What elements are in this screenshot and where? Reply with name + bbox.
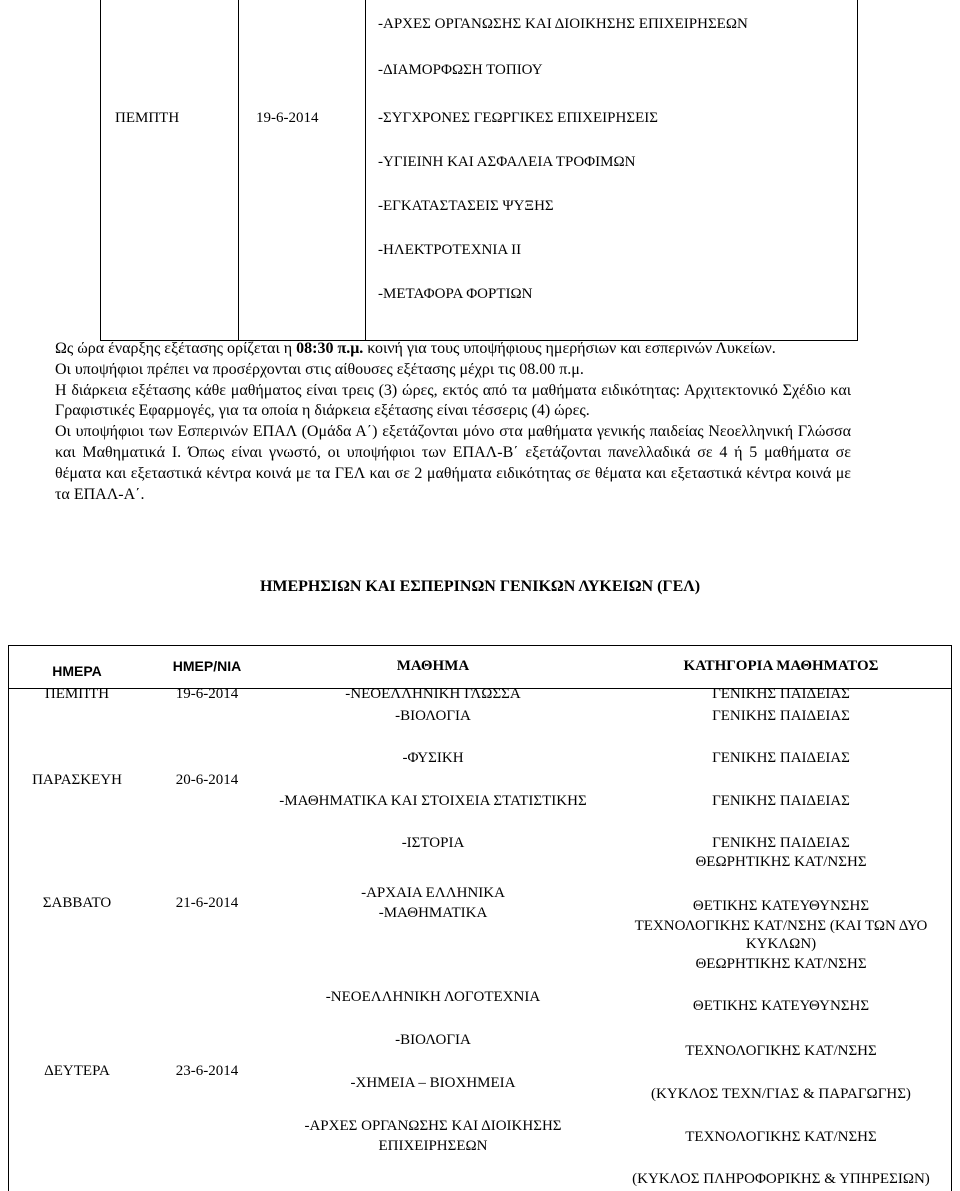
column-divider	[238, 0, 239, 340]
subject-cell: -ΜΕΤΑΦΟΡΑ ΦΟΡΤΙΩΝ	[378, 286, 533, 302]
exam-notes	[55, 339, 851, 505]
note-start-time	[55, 339, 851, 360]
date-cell: 19-6-2014	[256, 110, 319, 126]
category-cell: ΤΕΧΝΟΛΟΓΙΚΗΣ ΚΑΤ/ΝΣΗΣ (ΚΑΙ ΤΩΝ ΔΥΟ	[634, 918, 928, 934]
date-cell: 19-6-2014	[175, 686, 239, 702]
subject-cell: -ΣΥΓΧΡΟΝΕΣ ΓΕΩΡΓΙΚΕΣ ΕΠΙΧΕΙΡΗΣΕΙΣ	[378, 110, 658, 126]
subject-cell: -ΑΡΧΑΙΑ ΕΛΛΗΝΙΚΑ	[361, 885, 505, 901]
category-cell: ΓΕΝΙΚΗΣ ΠΑΙΔΕΙΑΣ	[712, 835, 850, 851]
subject-cell: -ΙΣΤΟΡΙΑ	[401, 835, 465, 851]
category-cell: ΘΕΩΡΗΤΙΚΗΣ ΚΑΤ/ΝΣΗΣ	[695, 854, 867, 870]
column-divider	[365, 0, 366, 340]
date-cell: 23-6-2014	[175, 1063, 239, 1079]
subject-cell: -ΦΥΣΙΚΗ	[402, 750, 464, 766]
section-title: ΗΜΕΡΗΣΙΩΝ ΚΑΙ ΕΣΠΕΡΙΝΩΝ ΓΕΝΙΚΩΝ ΛΥΚΕΙΩΝ (ΓΕΛ)	[259, 578, 701, 595]
subject-cell: -ΜΑΘΗΜΑΤΙΚΑ	[378, 905, 488, 921]
category-cell: ΚΥΚΛΩΝ)	[745, 936, 817, 952]
note-epal: Οι υποψήφιοι των Εσπερινών ΕΠΑΛ (Ομάδα Α΄) εξετάζονται μόνο στα μαθήματα γενικής παιδείας Νεοελληνική Γλώσσα και Μαθηματικά Ι. Όπως είναι γνωστό, οι υποψήφιοι των ΕΠΑΛ-Β΄ εξετάζονται πανελλαδικά σε 4 ή 5 μαθήματα σε θέματα και εξεταστικά κέντρα κοινά με τα ΓΕΛ και σε 2 μαθήματα ειδικότητας σε θέματα και εξεταστικά κέντρα κοινά με τα ΕΠΑΛ-Α΄.	[55, 423, 851, 503]
day-cell: ΣΑΒΒΑΤΟ	[42, 895, 112, 911]
category-cell: ΓΕΝΙΚΗΣ ΠΑΙΔΕΙΑΣ	[712, 686, 850, 702]
note-arrival-time: Οι υποψήφιοι πρέπει να προσέρχονται στις αίθουσες εξέτασης μέχρι τις 08.00 π.μ.	[55, 360, 584, 378]
day-cell: ΠΑΡΑΣΚΕΥΗ	[32, 772, 122, 788]
subject-cell: -ΒΙΟΛΟΓΙΑ	[395, 1032, 471, 1048]
category-cell: ΓΕΝΙΚΗΣ ΠΑΙΔΕΙΑΣ	[712, 793, 850, 809]
subject-cell: -ΑΡΧΕΣ ΟΡΓΑΝΩΣΗΣ ΚΑΙ ΔΙΟΙΚΗΣΗΣ	[304, 1118, 562, 1134]
note-text: Ως ώρα έναρξης εξέτασης ορίζεται η	[55, 340, 297, 357]
subject-cell: -ΑΡΧΕΣ ΟΡΓΑΝΩΣΗΣ ΚΑΙ ΔΙΟΙΚΗΣΗΣ ΕΠΙΧΕΙΡΗΣΕΩΝ	[378, 16, 748, 32]
day-cell: ΠΕΜΠΤΗ	[115, 110, 180, 126]
note-duration: Η διάρκεια εξέτασης κάθε μαθήματος είναι τρεις (3) ώρες, εκτός από τα μαθήματα ειδικότητας: Αρχιτεκτονικό Σχέδιο και Γραφιστικές Εφαρμογές, για τα οποία η διάρκεια εξέτασης είναι τέσσερις (4) ώρες.	[55, 381, 851, 420]
category-cell: (ΚΥΚΛΟΣ ΠΛΗΡΟΦΟΡΙΚΗΣ & ΥΠΗΡΕΣΙΩΝ)	[632, 1171, 930, 1187]
category-cell: ΓΕΝΙΚΗΣ ΠΑΙΔΕΙΑΣ	[712, 708, 850, 724]
category-cell: ΤΕΧΝΟΛΟΓΙΚΗΣ ΚΑΤ/ΝΣΗΣ	[685, 1129, 877, 1145]
note-text: κοινή για τους υποψήφιους ημερήσιων και εσπερινών Λυκείων.	[363, 340, 776, 357]
category-cell: ΤΕΧΝΟΛΟΓΙΚΗΣ ΚΑΤ/ΝΣΗΣ	[685, 1043, 877, 1059]
subject-cell: ΕΠΙΧΕΙΡΗΣΕΩΝ	[378, 1138, 488, 1154]
header-day: ΗΜΕΡΑ	[52, 663, 102, 679]
exam-schedule-table-continued	[100, 0, 858, 341]
category-cell: ΘΕΤΙΚΗΣ ΚΑΤΕΥΘΥΝΣΗΣ	[692, 898, 870, 914]
start-time: 08:30 π.μ.	[296, 340, 364, 357]
header-subject: ΜΑΘΗΜΑ	[396, 658, 470, 674]
date-cell: 20-6-2014	[175, 772, 239, 788]
day-cell: ΠΕΜΠΤΗ	[44, 686, 110, 702]
category-cell: (ΚΥΚΛΟΣ ΤΕΧΝ/ΓΙΑΣ & ΠΑΡΑΓΩΓΗΣ)	[651, 1086, 911, 1102]
subject-cell: -ΧΗΜΕΙΑ – ΒΙΟΧΗΜΕΙΑ	[350, 1075, 516, 1091]
header-date: ΗΜΕΡ/ΝΙΑ	[172, 658, 242, 674]
category-cell: ΘΕΤΙΚΗΣ ΚΑΤΕΥΘΥΝΣΗΣ	[692, 998, 870, 1014]
gel-exam-schedule-table	[8, 645, 952, 1191]
category-cell: ΘΕΩΡΗΤΙΚΗΣ ΚΑΤ/ΝΣΗΣ	[695, 956, 867, 972]
category-cell: ΓΕΝΙΚΗΣ ΠΑΙΔΕΙΑΣ	[712, 750, 850, 766]
subject-cell: -ΗΛΕΚΤΡΟΤΕΧΝΙΑ ΙΙ	[378, 242, 522, 258]
header-category: ΚΑΤΗΓΟΡΙΑ ΜΑΘΗΜΑΤΟΣ	[683, 658, 879, 674]
subject-cell: -ΥΓΙΕΙΝΗ ΚΑΙ ΑΣΦΑΛΕΙΑ ΤΡΟΦΙΜΩΝ	[378, 154, 636, 170]
subject-cell: -ΔΙΑΜΟΡΦΩΣΗ ΤΟΠΙΟΥ	[378, 62, 543, 78]
subject-cell: -ΕΓΚΑΤΑΣΤΑΣΕΙΣ ΨΥΞΗΣ	[378, 198, 554, 214]
subject-cell: -ΒΙΟΛΟΓΙΑ	[395, 708, 471, 724]
subject-cell: -ΜΑΘΗΜΑΤΙΚΑ ΚΑΙ ΣΤΟΙΧΕΙΑ ΣΤΑΤΙΣΤΙΚΗΣ	[279, 793, 587, 809]
subject-cell: -ΝΕΟΕΛΛΗΝΙΚΗ ΓΛΩΣΣΑ	[345, 686, 521, 702]
day-cell: ΔΕΥΤΕΡΑ	[44, 1063, 110, 1079]
date-cell: 21-6-2014	[175, 895, 239, 911]
subject-cell: -ΝΕΟΕΛΛΗΝΙΚΗ ΛΟΓΟΤΕΧΝΙΑ	[325, 989, 541, 1005]
